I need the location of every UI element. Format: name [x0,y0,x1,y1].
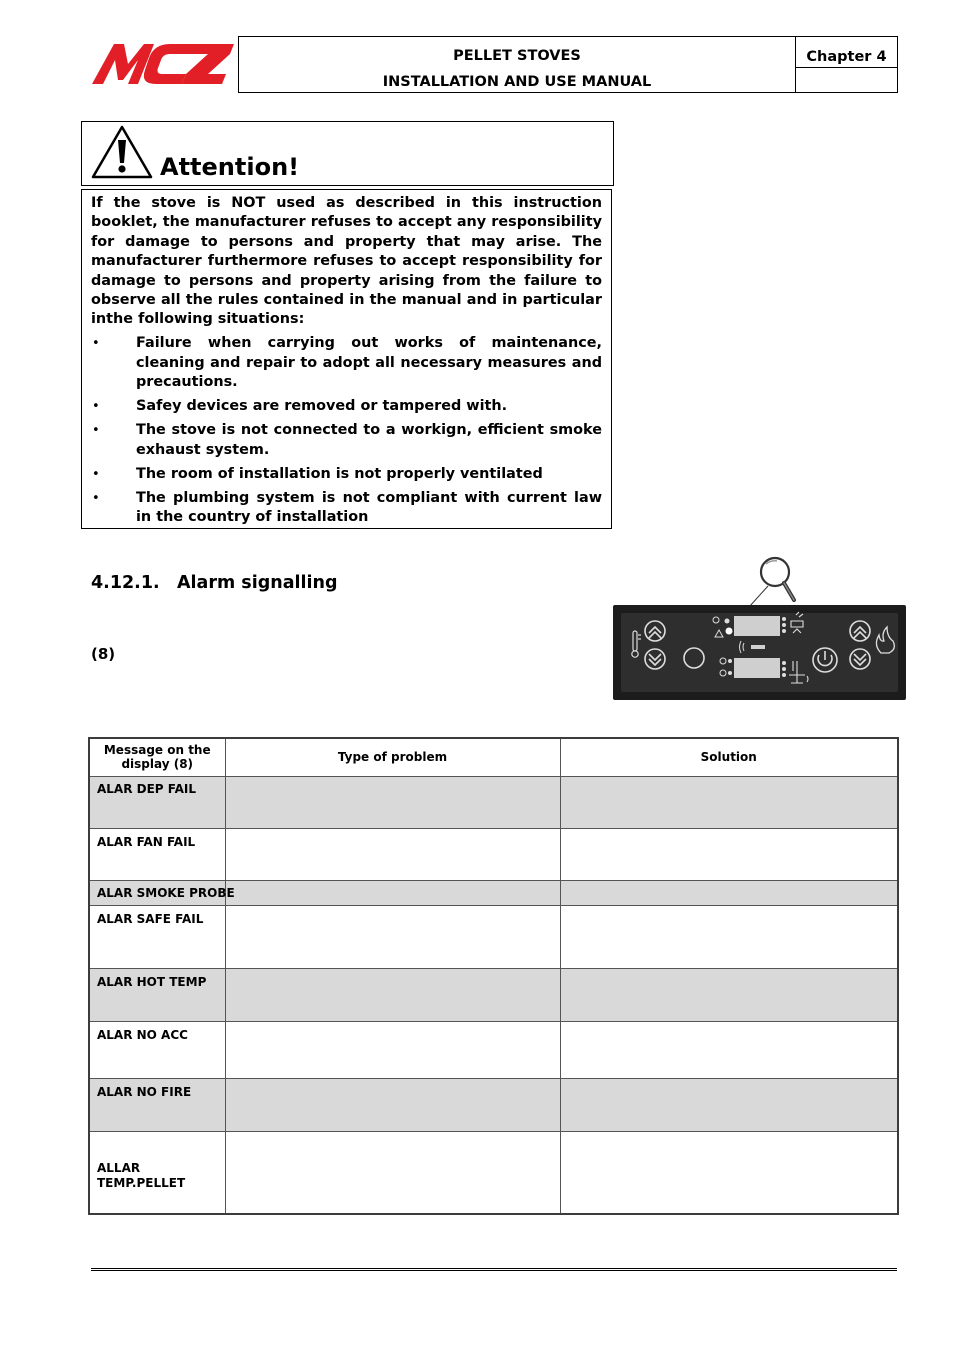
section-title: Alarm signalling [177,573,338,593]
alarm-message: ALAR NO ACC [89,1021,225,1078]
table-header-row [89,738,898,776]
display-reference: (8) [91,645,116,663]
bullet-icon: • [92,399,100,415]
alarm-problem [225,968,560,1021]
footer-rule [91,1268,897,1271]
lower-display-icon [734,658,780,678]
table-row [89,1131,898,1214]
header-problem: Type of problem [225,738,560,776]
control-panel-illustration [613,555,906,700]
attention-body [81,189,612,529]
alarm-problem [225,1078,560,1131]
table-row [89,1078,898,1131]
alarm-solution [560,828,898,880]
header-product: PELLET STOVES [453,48,581,64]
alarm-solution [560,1131,898,1214]
bullet-icon: • [92,336,100,352]
alarm-message: ALAR NO FIRE [89,1078,225,1131]
list-item: • Failure when carrying out works of maintenance, cleaning and repair to adopt all necessary measures and precautions. [92,335,602,391]
mcz-logo [92,42,234,86]
table-row [89,880,898,905]
list-item: • The room of installation is not properly ventilated [91,465,602,484]
alarm-solution [560,776,898,828]
alarm-solution [560,1078,898,1131]
alarm-problem [225,776,560,828]
alarm-solution [560,905,898,968]
alarm-problem [225,880,560,905]
chapter-label: Chapter 4 [796,37,897,68]
table-row [89,905,898,968]
alarm-problem [225,905,560,968]
alarm-solution [560,968,898,1021]
warning-triangle-icon [91,125,153,179]
header-title-box [238,36,796,93]
section-heading [91,573,338,593]
alarm-problem [225,1021,560,1078]
upper-display-icon [734,616,780,636]
alarm-message: ALAR HOT TEMP [89,968,225,1021]
list-item: • The stove is not connected to a workign, efficient smoke exhaust system. [92,422,602,458]
header-message: Message on the display (8) [89,738,225,776]
table-row [89,776,898,828]
alarm-message: ALAR DEP FAIL [89,776,225,828]
table-row [89,1021,898,1078]
chapter-box [795,36,898,93]
bullet-icon: • [92,423,100,439]
header-solution: Solution [560,738,898,776]
attention-header [81,121,614,186]
bullet-icon: • [92,490,100,506]
attention-list [91,334,602,527]
alarm-solution [560,1021,898,1078]
alarm-message: ALAR FAN FAIL [89,828,225,880]
bullet-icon: • [92,466,100,482]
alarm-problem [225,1131,560,1214]
attention-title: Attention! [160,153,300,181]
table-row [89,828,898,880]
alarm-table [88,737,899,1215]
alarm-solution [560,880,898,905]
alarm-problem [225,828,560,880]
table-row [89,968,898,1021]
header-manual: INSTALLATION AND USE MANUAL [382,74,652,90]
alarm-message: ALAR SMOKE PROBE [89,880,225,905]
attention-intro: If the stove is NOT used as described in this instruction booklet, the manufacturer refuses to accept any responsibility for damage to persons and property that may arise. The manufacturer furthermore refuses to accept responsibility for damage to persons and property arising from the failure to observe all the rules contained in the manual and in particular inthe following situations: [91,195,602,328]
alarm-message: ALAR SAFE FAIL [89,905,225,968]
alarm-message: ALLAR TEMP.PELLET [89,1131,225,1214]
list-item: • Safey devices are removed or tampered with. [91,397,602,416]
section-number: 4.12.1. [91,573,160,593]
list-item: • The plumbing system is not compliant with current law in the country of installation [92,489,602,526]
